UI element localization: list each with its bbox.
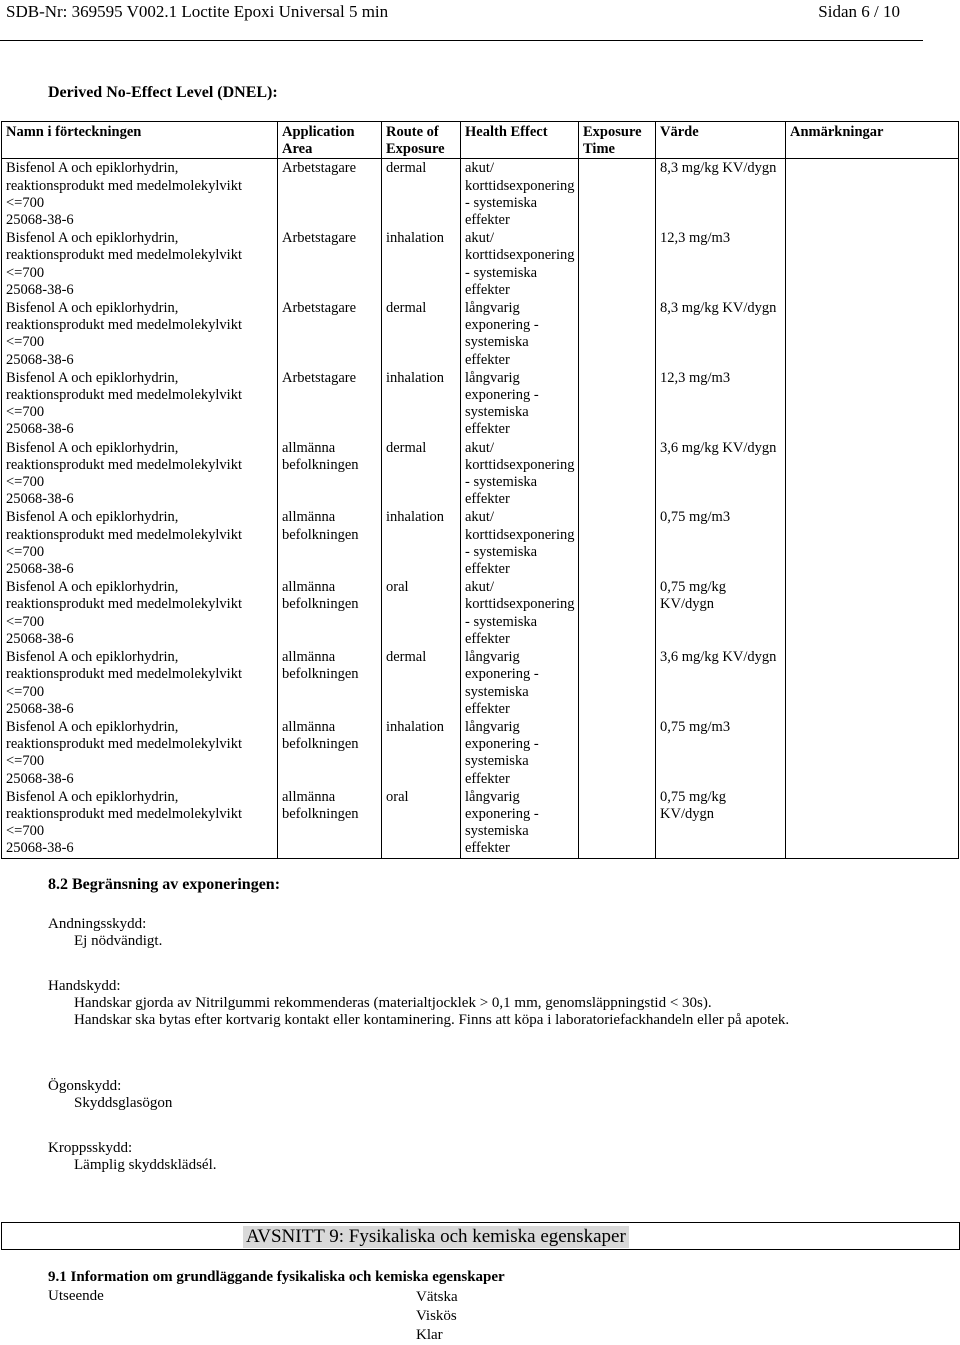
remarks-cell <box>786 788 959 858</box>
value-cell: 12,3 mg/m3 <box>656 369 786 439</box>
substance-name-line: Bisfenol A och epiklorhydrin, <box>6 439 179 456</box>
substance-name-line: reaktionsprodukt med medelmolekylvikt <box>6 177 242 194</box>
application-area-cell: allmänna befolkningen <box>278 788 382 858</box>
hand-text-1: Handskar gjorda av Nitrilgummi rekommenderas (materialtjocklek > 0,1 mm, genomsläppningstid < 30s). <box>74 995 712 1011</box>
application-area-cell: Arbetstagare <box>278 229 382 299</box>
substance-name-line: Bisfenol A och epiklorhydrin, <box>6 230 179 247</box>
substance-name-line: Bisfenol A och epiklorhydrin, <box>6 579 179 596</box>
exposure-time-cell <box>579 648 656 718</box>
substance-name-line: <=700 <box>6 404 45 421</box>
substance-name-line: <=700 <box>6 753 45 770</box>
health-effect-cell: långvarig exponering - systemiska effekter <box>461 369 579 439</box>
substance-name-line: <=700 <box>6 474 45 491</box>
application-area-cell: allmänna befolkningen <box>278 508 382 578</box>
route-cell: inhalation <box>382 508 461 578</box>
substance-name-cell <box>2 229 278 299</box>
health-effect-cell: akut/ korttidsexponering - systemiska effekter <box>461 578 579 648</box>
table-row <box>2 578 959 648</box>
column-header-application-area: Application Area <box>278 122 382 159</box>
substance-name-line: reaktionsprodukt med medelmolekylvikt <box>6 666 242 683</box>
route-cell: oral <box>382 578 461 648</box>
substance-name-cell <box>2 788 278 858</box>
remarks-cell <box>786 578 959 648</box>
substance-name-line: Bisfenol A och epiklorhydrin, <box>6 369 179 386</box>
substance-name-line: 25068-38-6 <box>6 491 74 508</box>
column-header-remarks: Anmärkningar <box>786 122 959 159</box>
remarks-cell <box>786 159 959 229</box>
table-row <box>2 159 959 229</box>
exposure-time-cell <box>579 578 656 648</box>
health-effect-cell: akut/ korttidsexponering - systemiska effekter <box>461 159 579 229</box>
substance-name-line: Bisfenol A och epiklorhydrin, <box>6 300 179 317</box>
section-8-2-title: 8.2 Begränsning av exponeringen: <box>48 876 281 893</box>
appearance-label: Utseende <box>48 1288 104 1304</box>
value-cell: 12,3 mg/m3 <box>656 229 786 299</box>
substance-name-cell <box>2 578 278 648</box>
substance-name-cell <box>2 439 278 509</box>
exposure-time-cell <box>579 369 656 439</box>
application-area-cell: allmänna befolkningen <box>278 718 382 788</box>
appearance-value: Viskös <box>416 1308 457 1324</box>
substance-name-line: <=700 <box>6 334 45 351</box>
substance-name-line: reaktionsprodukt med medelmolekylvikt <box>6 317 242 334</box>
dnel-table <box>1 121 959 859</box>
substance-name-cell <box>2 299 278 369</box>
table-row <box>2 718 959 788</box>
table-row <box>2 229 959 299</box>
application-area-cell: Arbetstagare <box>278 159 382 229</box>
value-cell: 0,75 mg/kg KV/dygn <box>656 788 786 858</box>
substance-name-line: 25068-38-6 <box>6 561 74 578</box>
remarks-cell <box>786 229 959 299</box>
substance-name-line: Bisfenol A och epiklorhydrin, <box>6 509 179 526</box>
health-effect-cell: långvarig exponering - systemiska effekter <box>461 299 579 369</box>
health-effect-cell: långvarig exponering - systemiska effekter <box>461 788 579 858</box>
health-effect-cell: långvarig exponering - systemiska effekter <box>461 648 579 718</box>
eye-label: Ögonskydd: <box>48 1078 122 1094</box>
substance-name-cell <box>2 369 278 439</box>
body-label: Kroppsskydd: <box>48 1140 133 1156</box>
column-header-exposure-time: Exposure Time <box>579 122 656 159</box>
substance-name-line: 25068-38-6 <box>6 840 74 857</box>
value-cell: 0,75 mg/m3 <box>656 718 786 788</box>
appearance-value: Vätska <box>416 1289 458 1305</box>
body-protection <box>48 1140 217 1174</box>
substance-name-line: reaktionsprodukt med medelmolekylvikt <box>6 247 242 264</box>
exposure-time-cell <box>579 508 656 578</box>
substance-name-line: 25068-38-6 <box>6 421 74 438</box>
substance-name-line: 25068-38-6 <box>6 630 74 647</box>
remarks-cell <box>786 369 959 439</box>
substance-name-line: <=700 <box>6 613 45 630</box>
section-9-title: AVSNITT 9: Fysikaliska och kemiska egenskaper <box>243 1226 629 1248</box>
remarks-cell <box>786 299 959 369</box>
table-row <box>2 788 959 858</box>
route-cell: oral <box>382 788 461 858</box>
route-cell: inhalation <box>382 369 461 439</box>
substance-name-line: 25068-38-6 <box>6 281 74 298</box>
substance-name-line: <=700 <box>6 543 45 560</box>
exposure-time-cell <box>579 718 656 788</box>
appearance-values <box>416 1288 458 1345</box>
health-effect-cell: akut/ korttidsexponering - systemiska effekter <box>461 508 579 578</box>
substance-name-line: reaktionsprodukt med medelmolekylvikt <box>6 387 242 404</box>
exposure-time-cell <box>579 159 656 229</box>
value-cell: 0,75 mg/m3 <box>656 508 786 578</box>
substance-name-line: 25068-38-6 <box>6 700 74 717</box>
value-cell: 3,6 mg/kg KV/dygn <box>656 648 786 718</box>
application-area-cell: Arbetstagare <box>278 299 382 369</box>
substance-name-cell <box>2 718 278 788</box>
column-header-route: Route of Exposure <box>382 122 461 159</box>
table-row <box>2 299 959 369</box>
substance-name-line: 25068-38-6 <box>6 351 74 368</box>
application-area-cell: allmänna befolkningen <box>278 648 382 718</box>
application-area-cell: Arbetstagare <box>278 369 382 439</box>
substance-name-line: reaktionsprodukt med medelmolekylvikt <box>6 456 242 473</box>
hand-label: Handskydd: <box>48 978 121 994</box>
application-area-cell: allmänna befolkningen <box>278 578 382 648</box>
table-header-row <box>2 122 959 159</box>
respiratory-text: Ej nödvändigt. <box>74 933 163 949</box>
dnel-title: Derived No-Effect Level (DNEL): <box>48 84 278 101</box>
route-cell: inhalation <box>382 229 461 299</box>
value-cell: 8,3 mg/kg KV/dygn <box>656 159 786 229</box>
remarks-cell <box>786 508 959 578</box>
application-area-cell: allmänna befolkningen <box>278 439 382 509</box>
exposure-time-cell <box>579 229 656 299</box>
substance-name-line: <=700 <box>6 823 45 840</box>
health-effect-cell: akut/ korttidsexponering - systemiska effekter <box>461 229 579 299</box>
respiratory-protection <box>48 916 162 950</box>
remarks-cell <box>786 718 959 788</box>
substance-name-line: Bisfenol A och epiklorhydrin, <box>6 788 179 805</box>
substance-name-cell <box>2 159 278 229</box>
page-header <box>6 2 954 24</box>
table-row <box>2 648 959 718</box>
substance-name-line: Bisfenol A och epiklorhydrin, <box>6 718 179 735</box>
substance-name-line: reaktionsprodukt med medelmolekylvikt <box>6 596 242 613</box>
exposure-time-cell <box>579 788 656 858</box>
route-cell: dermal <box>382 299 461 369</box>
route-cell: inhalation <box>382 718 461 788</box>
table-row <box>2 439 959 509</box>
substance-name-line: <=700 <box>6 264 45 281</box>
substance-name-cell <box>2 508 278 578</box>
body-text: Lämplig skyddsklädsél. <box>74 1157 217 1173</box>
substance-name-cell <box>2 648 278 718</box>
substance-name-line: reaktionsprodukt med medelmolekylvikt <box>6 736 242 753</box>
column-header-name: Namn i förteckningen <box>2 122 278 159</box>
eye-protection <box>48 1078 172 1112</box>
hand-protection <box>48 978 789 1029</box>
value-cell: 8,3 mg/kg KV/dygn <box>656 299 786 369</box>
substance-name-line: 25068-38-6 <box>6 770 74 787</box>
column-header-health-effect: Health Effect <box>461 122 579 159</box>
value-cell: 0,75 mg/kg KV/dygn <box>656 578 786 648</box>
route-cell: dermal <box>382 159 461 229</box>
section-9-banner <box>1 1222 960 1250</box>
column-header-value: Värde <box>656 122 786 159</box>
exposure-time-cell <box>579 439 656 509</box>
substance-name-line: reaktionsprodukt med medelmolekylvikt <box>6 805 242 822</box>
header-divider <box>0 40 923 41</box>
respiratory-label: Andningsskydd: <box>48 916 147 932</box>
remarks-cell <box>786 439 959 509</box>
document-id: SDB-Nr: 369595 V002.1 Loctite Epoxi Universal 5 min <box>6 2 389 21</box>
eye-text: Skyddsglasögon <box>74 1095 173 1111</box>
route-cell: dermal <box>382 648 461 718</box>
table-row <box>2 508 959 578</box>
health-effect-cell: långvarig exponering - systemiska effekter <box>461 718 579 788</box>
remarks-cell <box>786 648 959 718</box>
value-cell: 3,6 mg/kg KV/dygn <box>656 439 786 509</box>
exposure-time-cell <box>579 299 656 369</box>
appearance-value: Klar <box>416 1327 443 1343</box>
route-cell: dermal <box>382 439 461 509</box>
hand-text-2: Handskar ska bytas efter kortvarig kontakt eller kontaminering. Finns att köpa i laboratoriefackhandeln eller på apotek. <box>74 1012 790 1028</box>
substance-name-line: Bisfenol A och epiklorhydrin, <box>6 649 179 666</box>
substance-name-line: reaktionsprodukt med medelmolekylvikt <box>6 526 242 543</box>
section-9-1-title: 9.1 Information om grundläggande fysikaliska och kemiska egenskaper <box>48 1269 505 1285</box>
substance-name-line: <=700 <box>6 194 45 211</box>
table-row <box>2 369 959 439</box>
substance-name-line: 25068-38-6 <box>6 212 74 229</box>
substance-name-line: <=700 <box>6 683 45 700</box>
page-number: Sidan 6 / 10 <box>818 2 900 21</box>
health-effect-cell: akut/ korttidsexponering - systemiska effekter <box>461 439 579 509</box>
substance-name-line: Bisfenol A och epiklorhydrin, <box>6 160 179 177</box>
